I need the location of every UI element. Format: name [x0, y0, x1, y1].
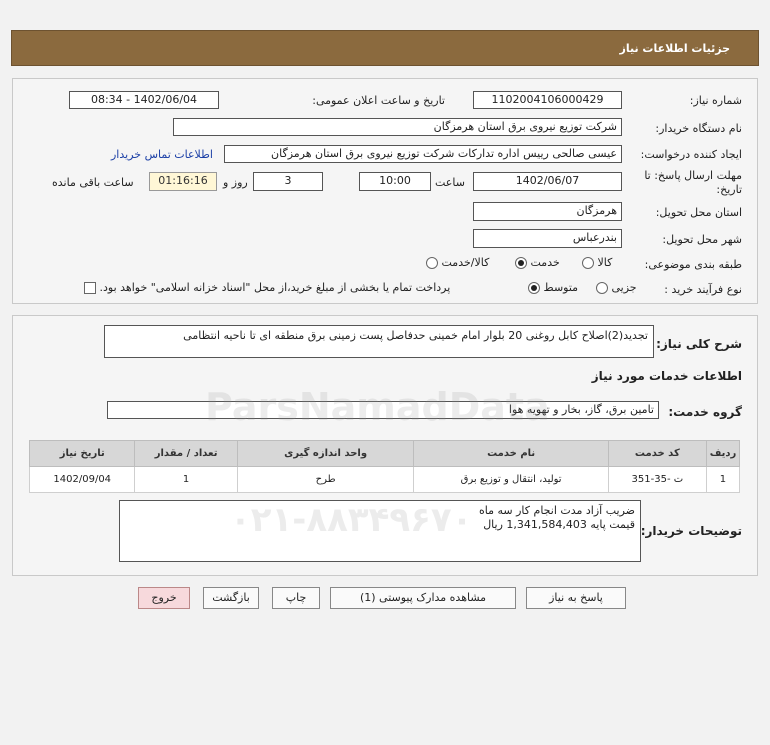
process-option-label: متوسط — [543, 281, 579, 294]
category-option-goods[interactable] — [582, 256, 612, 269]
service-group-field: تامین برق، گاز، بخار و تهویه هوا — [107, 401, 659, 419]
province-label: استان محل تحویل: — [655, 206, 742, 219]
col-code: کد خدمت — [608, 441, 706, 467]
category-radio-goods[interactable] — [582, 257, 594, 269]
treasury-checkbox[interactable] — [84, 282, 96, 294]
cell-row: 1 — [706, 467, 739, 493]
category-option-label: کالا — [597, 256, 613, 269]
view-attachments-button[interactable]: مشاهده مدارک پیوستی (1) — [330, 587, 516, 609]
announce-label: تاریخ و ساعت اعلان عمومی: — [312, 94, 445, 107]
buyer-org-field: شرکت توزیع نیروی برق استان هرمزگان — [173, 118, 622, 136]
services-table — [29, 440, 740, 493]
deadline-date-field: 1402/06/07 — [473, 172, 622, 191]
process-radio-medium[interactable] — [528, 282, 540, 294]
days-label: روز و — [223, 176, 248, 189]
col-name: نام خدمت — [414, 441, 608, 467]
exit-button[interactable]: خروج — [138, 587, 190, 609]
cell-date: 1402/09/04 — [30, 467, 135, 493]
creator-label: ایجاد کننده درخواست: — [640, 148, 742, 161]
category-label: طبقه بندی موضوعی: — [644, 258, 742, 271]
deadline-label-line2: تاریخ: — [716, 183, 742, 196]
cell-code: ت -35-351 — [608, 467, 706, 493]
cell-qty: 1 — [135, 467, 237, 493]
process-option-minor[interactable] — [596, 281, 637, 294]
notes-line-2: قیمت پایه 1,341,584,403 ریال — [483, 518, 635, 531]
announce-field: 1402/06/04 - 08:34 — [69, 91, 219, 109]
category-radio-goods-service[interactable] — [426, 257, 438, 269]
print-button[interactable]: چاپ — [272, 587, 320, 609]
need-number-field: 1102004106000429 — [473, 91, 622, 109]
table-header-row — [30, 441, 740, 467]
deadline-label-line1: مهلت ارسال پاسخ: تا — [644, 169, 742, 182]
category-option-goods-service[interactable] — [426, 256, 489, 269]
category-radio-service[interactable] — [515, 257, 527, 269]
need-number-label: شماره نیاز: — [689, 94, 742, 107]
treasury-option[interactable] — [84, 281, 450, 294]
cell-unit: طرح — [237, 467, 414, 493]
buyer-notes-field — [119, 500, 641, 562]
buyer-notes-label: توضیحات خریدار: — [640, 524, 742, 538]
days-field: 3 — [253, 172, 323, 191]
category-option-label: خدمت — [530, 256, 560, 269]
category-option-label: کالا/خدمت — [441, 256, 490, 269]
page-header — [11, 30, 759, 66]
col-qty: تعداد / مقدار — [135, 441, 237, 467]
city-field: بندرعباس — [473, 229, 622, 248]
process-label: نوع فرآیند خرید : — [664, 283, 742, 296]
cell-name: تولید، انتقال و توزیع برق — [414, 467, 608, 493]
summary-label: شرح کلی نیاز: — [656, 337, 742, 351]
treasury-note: پرداخت تمام یا بخشی از مبلغ خرید،از محل "اسناد خزانه اسلامی" خواهد بود. — [99, 281, 451, 294]
contact-info-link[interactable]: اطلاعات تماس خریدار — [111, 148, 213, 161]
deadline-time-field: 10:00 — [359, 172, 431, 191]
col-row: ردیف — [706, 441, 739, 467]
process-option-medium[interactable] — [528, 281, 578, 294]
table-row — [30, 467, 740, 493]
col-date: تاریخ نیاز — [30, 441, 135, 467]
remaining-timer: 01:16:16 — [149, 172, 217, 191]
back-button[interactable]: بازگشت — [203, 587, 259, 609]
creator-field: عیسی صالحی رییس اداره تدارکات شرکت توزیع نیروی برق استان هرمزگان — [224, 145, 622, 163]
buyer-org-label: نام دستگاه خریدار: — [655, 122, 742, 135]
reply-button[interactable]: پاسخ به نیاز — [526, 587, 626, 609]
notes-line-1: ضریب آزاد مدت انجام کار سه ماه — [479, 504, 635, 517]
services-section-title: اطلاعات خدمات مورد نیاز — [591, 369, 742, 383]
col-unit: واحد اندازه گیری — [237, 441, 414, 467]
city-label: شهر محل تحویل: — [662, 233, 742, 246]
summary-field — [104, 325, 654, 358]
process-option-label: جزیی — [611, 281, 637, 294]
category-option-service[interactable] — [515, 256, 560, 269]
process-radio-minor[interactable] — [596, 282, 608, 294]
page-title: جزئیات اطلاعات نیاز — [619, 42, 730, 55]
province-field: هرمزگان — [473, 202, 622, 221]
summary-text: تجدید(2)اصلاح کابل روغنی 20 بلوار امام خمینی حدفاصل پست زمینی برق منطقه ای تا ناحیه انتظامی — [183, 329, 648, 342]
deadline-time-label: ساعت — [435, 176, 465, 189]
remaining-label: ساعت باقی مانده — [52, 176, 134, 189]
service-group-label: گروه خدمت: — [668, 405, 742, 419]
